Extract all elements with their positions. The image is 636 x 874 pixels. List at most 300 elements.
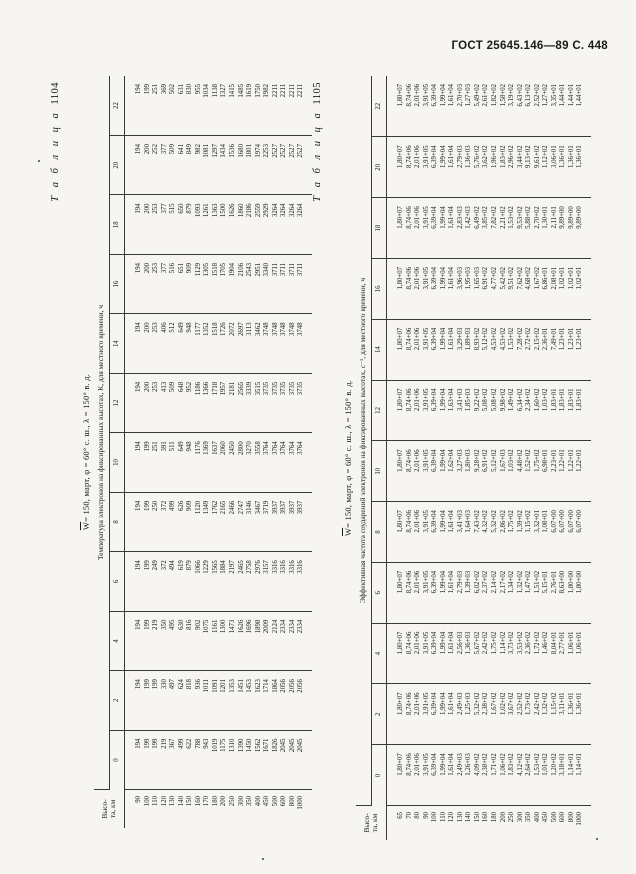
value-cell: 1750 (254, 84, 262, 98)
hour-header: 10 (372, 441, 387, 502)
value-cell: 512 (169, 322, 177, 333)
table-caption: $\overline{W}= 150$, март, φ = 60° с. ш., λ = 150° в. д. (343, 379, 353, 537)
value-cell: 1884 (220, 560, 228, 574)
value-cell: 9,89+00 (559, 206, 567, 229)
value-cell: 509 (169, 381, 177, 393)
value-cell: 2,01+06 (414, 692, 422, 715)
hour-header: 12 (372, 380, 387, 441)
value-cell: 1,83+02 (508, 753, 516, 776)
hour-header: 22 (110, 76, 125, 136)
value-column (387, 76, 592, 137)
value-cell: 2,17+02 (499, 570, 507, 594)
value-cell: 1762 (211, 500, 219, 515)
value-cell: 1,12+02 (542, 145, 550, 168)
value-cell: 1,95+03 (465, 266, 473, 290)
value-cell: 3264 (297, 203, 305, 218)
value-cell: 194 (135, 381, 142, 393)
value-cell: 2559 (254, 203, 262, 218)
value-cell: 3,91+05 (422, 388, 430, 412)
value-cell: 1,52+02 (525, 449, 533, 472)
value-cell: 1,67+03 (499, 449, 507, 472)
value-cell: 1434 (220, 144, 228, 158)
altitude-cell: 1000 (297, 796, 305, 810)
value-cell: 1,44+01 (567, 84, 575, 107)
altitude-cell: 100 (143, 796, 151, 807)
value-cell: 1,15+02 (550, 692, 558, 715)
value-cell: 8,74+06 (405, 510, 413, 533)
value-cell: 377 (160, 203, 168, 214)
value-cell: 1,60+02 (533, 388, 541, 412)
value-cell: 1,62+04 (448, 449, 456, 472)
value-cell: 1982 (263, 84, 271, 98)
value-cell: 2197 (229, 560, 237, 574)
value-cell: 1705 (220, 262, 228, 277)
value-cell: 1,80+07 (397, 570, 404, 594)
value-cell: 2697 (237, 322, 245, 336)
value-cell: 1,32+02 (542, 692, 550, 715)
value-cell: 3264 (271, 203, 279, 218)
value-cell: 2,01+06 (414, 266, 422, 290)
value-cell: 1,99+04 (439, 206, 447, 229)
value-cell: 1,02+01 (576, 266, 584, 290)
value-cell: 6,91+02 (482, 449, 490, 472)
value-cell: 1,99+04 (439, 510, 447, 533)
value-cell: 6,49+02 (473, 206, 481, 229)
value-cell: 1,25+03 (465, 692, 473, 715)
value-cell: 6,07+00 (550, 510, 558, 533)
value-column (125, 314, 312, 373)
value-cell: 2211 (288, 84, 296, 98)
value-cell: 1,83+01 (567, 388, 575, 412)
altitude-cell: 600 (559, 812, 567, 823)
value-cell: 2,77+01 (559, 631, 567, 655)
value-cell: 818 (186, 679, 194, 690)
value-cell: 1,99+04 (439, 84, 447, 107)
value-column (125, 433, 312, 492)
hour-header: 8 (110, 492, 125, 551)
value-cell: 649 (177, 322, 185, 333)
value-cell: 631 (177, 84, 185, 95)
value-cell: 1,80+07 (397, 266, 404, 290)
hour-header: 14 (110, 314, 125, 373)
value-cell: 194 (135, 84, 142, 95)
value-cell: 1,27+03 (465, 84, 473, 107)
value-cell: 1310 (229, 738, 237, 753)
value-cell: 253 (152, 322, 160, 333)
altitude-cell: 110 (439, 812, 447, 822)
value-cell: 1,83+01 (576, 388, 584, 412)
value-cell: 1,14+01 (567, 753, 575, 776)
value-cell: 2,01+06 (414, 388, 422, 412)
value-cell: 9,89+00 (567, 206, 575, 229)
value-cell: 7,62+02 (516, 266, 524, 290)
value-cell: 8,74+06 (405, 266, 413, 290)
value-column (125, 373, 312, 432)
value-cell: 1,22+01 (567, 449, 575, 472)
value-cell: 1415 (229, 84, 237, 98)
altitude-cell: 120 (448, 812, 456, 823)
value-cell: 3316 (297, 560, 305, 574)
value-cell: 982 (194, 144, 202, 155)
value-cell: 1957 (220, 381, 228, 396)
value-cell: 8,74+06 (405, 84, 413, 107)
value-cell: 2,42+02 (482, 631, 490, 655)
altitude-cell: 120 (160, 796, 168, 807)
altitude-cell: 200 (220, 796, 228, 807)
value-cell: 1,80+07 (397, 449, 404, 472)
value-cell: 948 (186, 322, 194, 333)
value-cell: 1860 (237, 203, 245, 218)
value-cell: 2527 (280, 144, 288, 158)
value-cell: 1974 (254, 144, 262, 158)
value-cell: 1305 (203, 262, 211, 277)
value-cell: 199 (152, 738, 160, 749)
value-cell: 194 (135, 679, 142, 690)
altitude-column (125, 790, 312, 829)
value-cell: 2,36+02 (525, 631, 533, 655)
value-cell: 3,85+02 (482, 206, 490, 229)
value-cell: 391 (160, 441, 168, 452)
value-cell: 3,41+03 (456, 510, 464, 533)
value-cell: 1626 (229, 203, 237, 218)
value-cell: 1,36+01 (576, 145, 584, 168)
value-cell: 2045 (280, 738, 288, 753)
value-cell: 1,32+02 (516, 570, 524, 594)
value-cell: 499 (177, 738, 185, 749)
value-cell: 879 (186, 560, 194, 571)
altitude-cell: 160 (482, 812, 490, 823)
value-cell: 1,67+02 (491, 692, 499, 715)
value-cell: 1093 (194, 203, 202, 218)
value-cell: 2211 (280, 84, 288, 98)
value-cell: 3316 (271, 560, 279, 574)
hour-header: 18 (372, 198, 387, 259)
value-cell: 3,35+01 (550, 84, 558, 107)
value-cell: 350 (160, 619, 168, 630)
value-cell: 2,01+06 (414, 631, 422, 655)
value-cell: 650 (177, 203, 185, 214)
value-cell: 3,91+05 (422, 510, 430, 533)
value-cell: 1,53+02 (508, 206, 516, 229)
value-cell: 3,62+02 (482, 145, 490, 168)
value-cell: 2976 (254, 560, 262, 574)
value-cell: 9,89+00 (576, 206, 584, 229)
value-cell: 2758 (246, 560, 254, 574)
value-cell: 1,99+04 (439, 692, 447, 715)
value-cell: 648 (177, 381, 185, 393)
value-cell: 1,80+00 (567, 570, 575, 594)
value-cell: 1,22+01 (576, 449, 584, 472)
value-cell: 1,63+04 (448, 388, 456, 412)
value-cell: 6,39+04 (431, 206, 439, 229)
value-cell: 194 (135, 322, 142, 333)
value-cell: 6,86+01 (542, 266, 550, 290)
value-cell: 3264 (280, 203, 288, 218)
value-cell: 2,64+02 (525, 753, 533, 776)
value-cell: 1,64+03 (465, 510, 473, 533)
value-cell: 1,99+04 (439, 449, 447, 472)
value-cell: 497 (169, 679, 177, 690)
hour-header: 16 (372, 258, 387, 319)
value-cell: 2106 (237, 262, 245, 277)
hour-header: 0 (110, 730, 125, 789)
value-cell: 2,15+02 (533, 327, 541, 351)
value-cell: 4,12+02 (516, 753, 524, 776)
value-column (387, 745, 592, 806)
value-cell: 952 (186, 381, 194, 393)
value-cell: 219 (160, 738, 168, 749)
value-cell: 3735 (263, 381, 271, 396)
altitude-cell: 150 (473, 812, 481, 823)
value-cell: 2,42+02 (533, 692, 541, 715)
value-cell: 2,70+02 (533, 206, 541, 229)
value-cell: 499 (169, 500, 177, 511)
value-cell: 3,67+02 (508, 692, 516, 715)
value-cell: 3937 (297, 500, 305, 515)
value-cell: 1562 (254, 738, 262, 753)
value-cell: 1,02+01 (567, 266, 575, 290)
value-cell: 2,14+02 (491, 570, 499, 594)
value-cell: 1,42+03 (465, 206, 473, 229)
altitude-cell: 90 (422, 812, 430, 819)
value-cell: 1,02+01 (559, 266, 567, 290)
value-cell: 2009 (263, 619, 271, 634)
value-cell: 1,26+03 (465, 753, 473, 776)
value-cell: 6,91+02 (482, 266, 490, 290)
value-cell: 2072 (229, 322, 237, 336)
value-cell: 1,61+04 (448, 631, 456, 655)
value-cell: 2,01+06 (414, 510, 422, 533)
value-cell: 1,75+02 (491, 631, 499, 655)
value-cell: 6,39+04 (431, 510, 439, 533)
value-cell: 1011 (203, 679, 211, 693)
value-cell: 2,01+06 (414, 206, 422, 229)
value-cell: 2,21+02 (499, 206, 507, 229)
value-column (125, 254, 312, 313)
value-cell: 3,53+02 (516, 631, 524, 655)
value-cell: 816 (186, 619, 194, 630)
value-cell: 1091 (211, 679, 219, 693)
value-cell: 194 (135, 738, 142, 749)
value-cell: 7,43+02 (473, 510, 481, 533)
value-cell: 2,86+02 (499, 510, 507, 533)
value-cell: 1826 (271, 738, 279, 753)
value-cell: 622 (186, 738, 194, 749)
value-cell: 2747 (237, 500, 245, 515)
value-cell: 3748 (297, 322, 305, 336)
value-cell: 1,36+01 (559, 145, 567, 168)
value-cell: 9,13+02 (525, 145, 533, 168)
altitude-cell: 800 (288, 796, 296, 807)
value-cell: 2,01+06 (414, 449, 422, 472)
value-cell: 199 (152, 679, 160, 690)
value-cell: 5,08+02 (482, 388, 490, 412)
value-cell: 3748 (280, 322, 288, 336)
value-cell: 5,32+02 (473, 692, 481, 715)
value-cell: 1,20+02 (550, 753, 558, 776)
value-cell: 1904 (229, 262, 237, 277)
altitude-cell: 110 (152, 796, 160, 806)
value-cell: 1,58+02 (499, 84, 507, 107)
altitude-cell: 140 (465, 812, 473, 823)
value-cell: 1,80+07 (397, 206, 404, 229)
value-cell: 6,39+04 (431, 388, 439, 412)
value-cell: 1,75+02 (508, 510, 516, 533)
value-cell: 1,03+02 (508, 449, 516, 472)
value-cell: 9,22+02 (473, 388, 481, 412)
value-cell: 1129 (194, 262, 202, 277)
value-cell: 2186 (246, 203, 254, 218)
table-1105 (312, 76, 600, 840)
value-cell: 1,83+02 (499, 145, 507, 168)
value-column (125, 671, 312, 730)
value-cell: 251 (152, 441, 160, 452)
value-cell: 2450 (229, 441, 237, 455)
value-cell: 1450 (246, 738, 254, 753)
value-cell: 252 (152, 144, 160, 155)
value-cell: 1,80+07 (397, 84, 404, 107)
scan-speck (262, 858, 264, 860)
value-cell: 1138 (211, 84, 219, 98)
value-cell: 1161 (211, 619, 219, 633)
value-cell: 413 (160, 381, 168, 393)
value-cell: 1898 (254, 619, 262, 634)
value-cell: 3,91+05 (422, 449, 430, 472)
value-cell: 1696 (246, 619, 254, 634)
value-cell: 7,82+02 (491, 206, 499, 229)
hour-header: 6 (372, 562, 387, 623)
value-cell: 1,99+04 (439, 145, 447, 168)
value-cell: 3748 (271, 322, 279, 336)
value-cell: 1,80+07 (397, 388, 404, 412)
value-cell: 1352 (203, 322, 211, 336)
value-cell: 1,36+01 (567, 692, 575, 715)
value-cell: 1718 (211, 381, 219, 396)
value-cell: 1500 (220, 203, 228, 218)
value-cell: 909 (186, 262, 194, 274)
value-cell: 2056 (280, 679, 288, 693)
value-cell: 1680 (237, 144, 245, 158)
value-cell: 2124 (271, 619, 279, 634)
value-cell: 367 (169, 738, 177, 749)
value-cell: 330 (160, 679, 168, 690)
value-cell: 2527 (271, 144, 279, 158)
value-column (125, 611, 312, 670)
value-cell: 1,99+04 (439, 388, 447, 412)
value-cell: 194 (135, 262, 142, 274)
value-cell: 1327 (220, 84, 228, 98)
value-cell: 6,07+00 (567, 510, 575, 533)
value-cell: 1369 (203, 441, 211, 455)
value-cell: 1,61+04 (448, 84, 456, 107)
value-cell: 2056 (297, 679, 305, 693)
value-cell: 3764 (271, 441, 279, 455)
value-column (387, 258, 592, 319)
value-cell: 199 (143, 84, 151, 95)
value-cell: 511 (169, 441, 177, 452)
value-cell: 3316 (288, 560, 296, 574)
value-cell: 6,34+02 (516, 388, 524, 412)
hour-header: 2 (372, 684, 387, 745)
value-cell: 2,96+02 (508, 145, 516, 168)
value-cell: 9,28+02 (473, 449, 481, 472)
value-cell: 2800 (237, 441, 245, 455)
value-cell: 194 (135, 560, 142, 571)
value-cell: 1,36+01 (567, 145, 575, 168)
value-cell: 1,14+02 (499, 631, 507, 655)
value-cell: 2060 (220, 441, 228, 455)
value-cell: 194 (135, 203, 142, 214)
value-cell: 2045 (297, 738, 305, 753)
value-cell: 909 (186, 500, 194, 511)
value-cell: 651 (177, 262, 185, 274)
value-cell: 1390 (237, 738, 245, 753)
value-cell: 1177 (194, 322, 202, 336)
value-cell: 1,73+02 (525, 692, 533, 715)
value-cell: 879 (186, 203, 194, 214)
value-cell: 1,36+03 (465, 631, 473, 655)
value-cell: 3937 (271, 500, 279, 515)
value-cell: 626 (177, 500, 185, 511)
altitude-column (387, 806, 592, 841)
value-cell: 1229 (203, 560, 211, 574)
value-cell: 1,80+07 (397, 631, 404, 655)
value-cell: 2181 (229, 381, 237, 396)
value-cell: 3719 (263, 500, 271, 515)
value-cell: 1175 (220, 738, 228, 752)
value-cell: 1297 (211, 144, 219, 158)
value-cell: 1,61+04 (448, 692, 456, 715)
value-cell: 199 (143, 441, 151, 452)
value-cell: 3,91+05 (422, 631, 430, 655)
value-cell: 1518 (211, 322, 219, 336)
value-cell: 2,52+02 (533, 84, 541, 107)
value-cell: 936 (194, 679, 202, 690)
value-cell: 6,39+04 (431, 631, 439, 655)
value-cell: 1,71+02 (491, 753, 499, 776)
value-cell: 1,23+01 (576, 327, 584, 351)
value-cell: 6,39+04 (431, 753, 439, 776)
value-cell: 200 (143, 144, 151, 155)
value-cell: 6,39+04 (431, 84, 439, 107)
value-cell: 5,49+02 (473, 84, 481, 107)
altitude-cell: 100 (431, 812, 439, 823)
value-cell: 3,91+05 (422, 692, 430, 715)
value-cell: 2,01+06 (414, 753, 422, 776)
value-cell: 1626 (237, 619, 245, 634)
value-cell: 2565 (237, 381, 245, 396)
value-cell: 1,49+02 (508, 388, 516, 412)
value-cell: 3748 (288, 322, 296, 336)
value-cell: 4,53+02 (499, 327, 507, 351)
value-cell: 1864 (271, 679, 279, 693)
altitude-cell: 300 (516, 812, 524, 823)
value-cell: 8,74+06 (405, 449, 413, 472)
value-cell: 1120 (194, 500, 202, 515)
value-cell: 1,27+02 (542, 84, 550, 107)
value-cell: 200 (143, 322, 151, 333)
value-cell: 2,56+03 (456, 631, 464, 655)
value-cell: 2951 (254, 262, 262, 277)
hour-header: 12 (110, 373, 125, 432)
value-cell: 3462 (254, 322, 262, 336)
value-cell: 3,06+01 (550, 145, 558, 168)
value-cell: 3937 (288, 500, 296, 515)
value-cell: 1637 (211, 441, 219, 455)
value-cell: 1,89+03 (465, 327, 473, 351)
value-cell: 6,02+02 (473, 570, 481, 594)
value-cell: 6,39+04 (431, 145, 439, 168)
